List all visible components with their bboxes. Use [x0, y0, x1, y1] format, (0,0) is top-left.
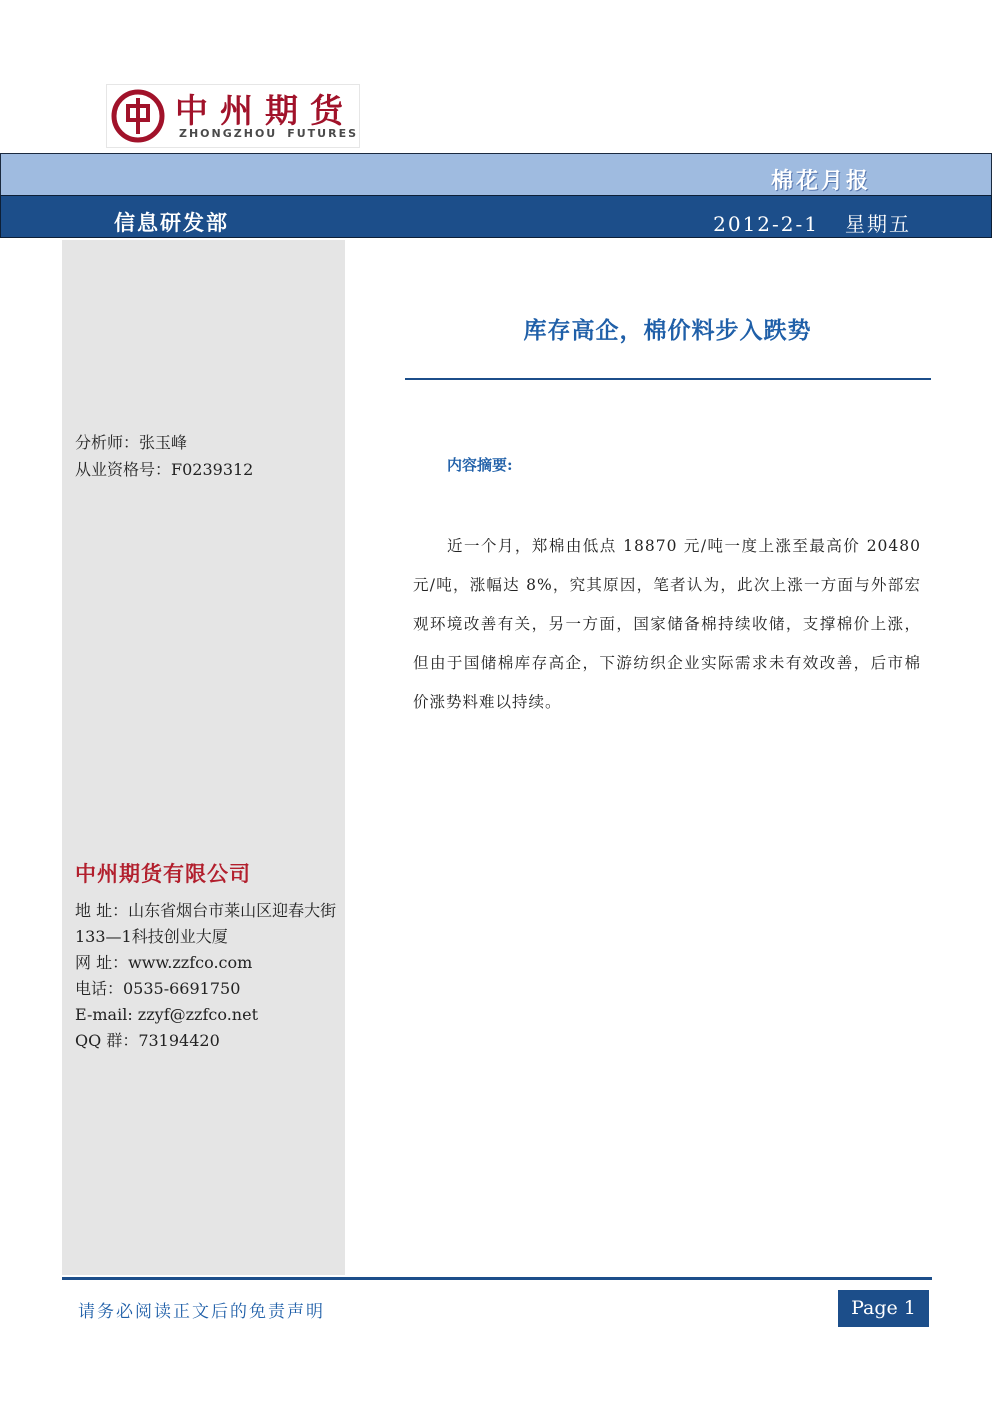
disclaimer-link: 请务必阅读正文后的免责声明 [78, 1302, 325, 1322]
email: E-mail: zzyf@zzfco.net [75, 1005, 259, 1024]
contact-block [75, 898, 340, 1054]
report-weekday: 星期五 [845, 212, 911, 236]
summary-label: 内容摘要: [447, 456, 513, 474]
department: 信息研发部 [114, 210, 229, 235]
header-band-bottom [0, 195, 992, 238]
license-number: 从业资格号：F0239312 [75, 460, 254, 479]
analyst: 分析师：张玉峰 [75, 433, 188, 452]
sidebar [62, 240, 345, 1275]
header-band-top [0, 153, 992, 195]
qq-group: QQ 群：73194420 [75, 1031, 220, 1050]
phone: 电话：0535-6691750 [75, 979, 241, 998]
logo-name-en-1: ZHONGZHOU [179, 127, 278, 140]
logo-name-en-2: FUTURES [287, 127, 359, 140]
logo-name-en [179, 127, 368, 140]
company-name: 中州期货有限公司 [75, 861, 251, 886]
headline: 库存高企，棉价料步入跌势 [523, 317, 812, 344]
page-number-badge: Page 1 [838, 1290, 929, 1327]
website: 网 址：www.zzfco.com [75, 953, 253, 972]
report-date-line [713, 208, 911, 237]
headline-divider [405, 378, 931, 380]
logo-emblem-icon [111, 89, 165, 143]
report-date: 2012-2-1 [713, 212, 819, 236]
address: 地 址：山东省烟台市莱山区迎春大街133—1科技创业大厦 [75, 901, 337, 946]
summary-text: 近一个月，郑棉由低点 18870 元/吨一度上涨至最高价 20480 元/吨，涨幅达 8%，究其原因，笔者认为，此次上涨一方面与外部宏观环境改善有关，另一方面，国家储备棉持续收储，支撑棉价上涨，但由于国储棉库存高企，下游纺织企业实际需求未有效改善，后市棉价涨势料难以持续。 [413, 537, 921, 711]
company-logo [106, 84, 360, 148]
footer-divider [62, 1277, 932, 1280]
report-type: 棉花月报 [770, 168, 871, 194]
logo-name-cn: 中州期货 [175, 91, 355, 130]
